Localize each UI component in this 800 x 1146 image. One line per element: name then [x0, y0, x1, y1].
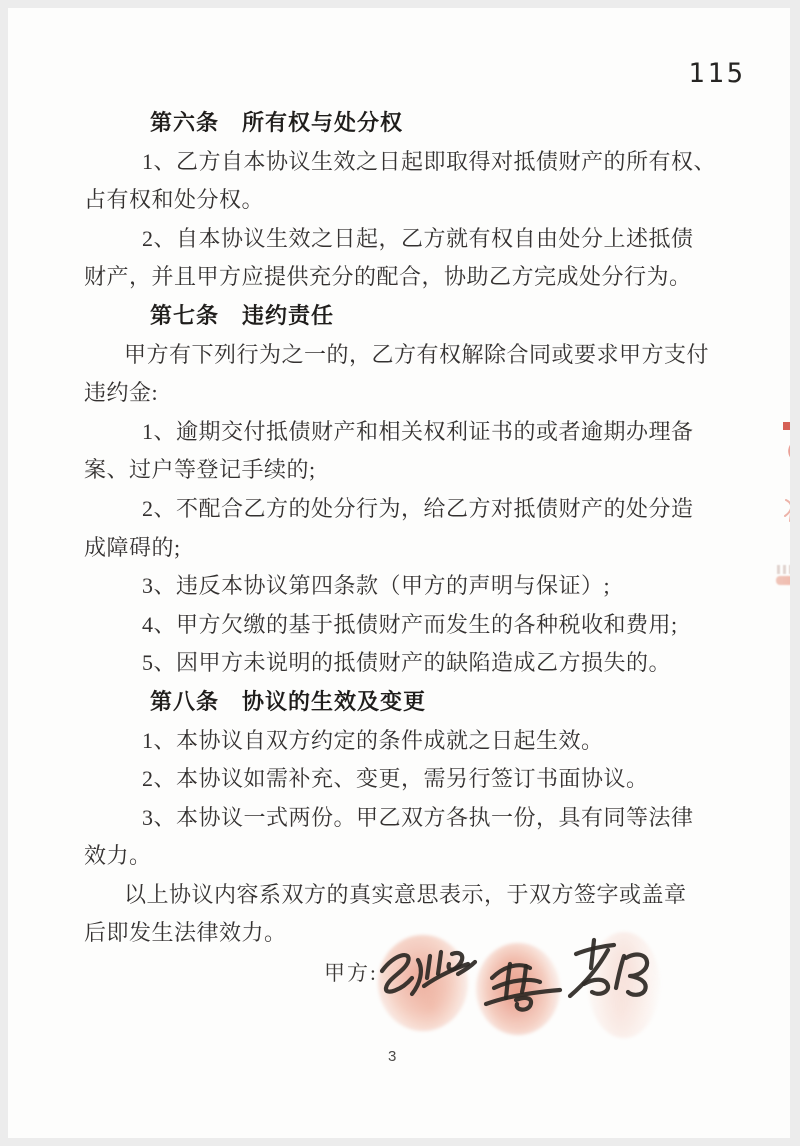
contract-line: 4、甲方欠缴的基于抵债财产而发生的各种税收和费用; — [142, 611, 678, 637]
corner-page-number: 115 — [688, 58, 746, 89]
contract-line: 1、乙方自本协议生效之日起即取得对抵债财产的所有权、 — [142, 148, 717, 174]
footer-page-number: 3 — [388, 1048, 397, 1065]
contract-line: 3、违反本协议第四条款（甲方的声明与保证）; — [142, 573, 611, 599]
signature-3 — [570, 940, 647, 996]
contract-line: 效力。 — [84, 843, 152, 869]
contract-line: 3、本协议一式两份。甲乙双方各执一份，具有同等法律 — [142, 804, 694, 830]
contract-line: 第六条 所有权与处分权 — [150, 110, 404, 135]
page-sheet — [8, 8, 790, 1138]
red-edge-mark-faint-text — [777, 565, 790, 574]
contract-line: 案、过户等登记手续的; — [84, 457, 316, 483]
contract-line: 2、自本协议生效之日起，乙方就有权自由处分上述抵债 — [142, 225, 694, 251]
contract-line: 2、不配合乙方的处分行为，给乙方对抵债财产的处分造 — [142, 495, 694, 521]
handwritten-signatures — [368, 926, 668, 1041]
party-a-label: 甲方: — [324, 961, 378, 985]
contract-line: 第八条 协议的生效及变更 — [150, 688, 427, 714]
contract-line: 1、本协议自双方约定的条件成就之日起生效。 — [142, 727, 604, 753]
red-edge-mark-arc — [783, 437, 790, 463]
red-edge-mark-square — [783, 422, 790, 430]
red-edge-mark-smudge — [776, 576, 790, 585]
contract-line: 后即发生法律效力。 — [84, 920, 287, 946]
contract-line: 占有权和处分权。 — [84, 187, 265, 213]
contract-line: 甲方有下列行为之一的，乙方有权解除合同或要求甲方支付 — [124, 341, 710, 367]
contract-line: 5、因甲方未说明的抵债财产的缺陷造成乙方损失的。 — [142, 650, 672, 676]
contract-line: 财产，并且甲方应提供充分的配合，协助乙方完成处分行为。 — [84, 264, 692, 290]
contract-body — [84, 104, 724, 953]
contract-line: 违约金: — [84, 380, 159, 406]
red-edge-mark-scribble — [781, 495, 790, 523]
signature-2 — [486, 964, 560, 1010]
contract-line: 以上协议内容系双方的真实意思表示，于双方签字或盖章 — [124, 881, 687, 907]
contract-line: 第七条 违约责任 — [150, 302, 335, 328]
signature-1 — [382, 952, 475, 994]
contract-line: 1、逾期交付抵债财产和相关权利证书的或者逾期办理备 — [142, 418, 694, 444]
contract-line: 2、本协议如需补充、变更，需另行签订书面协议。 — [142, 766, 649, 792]
contract-line: 成障碍的; — [84, 534, 181, 560]
